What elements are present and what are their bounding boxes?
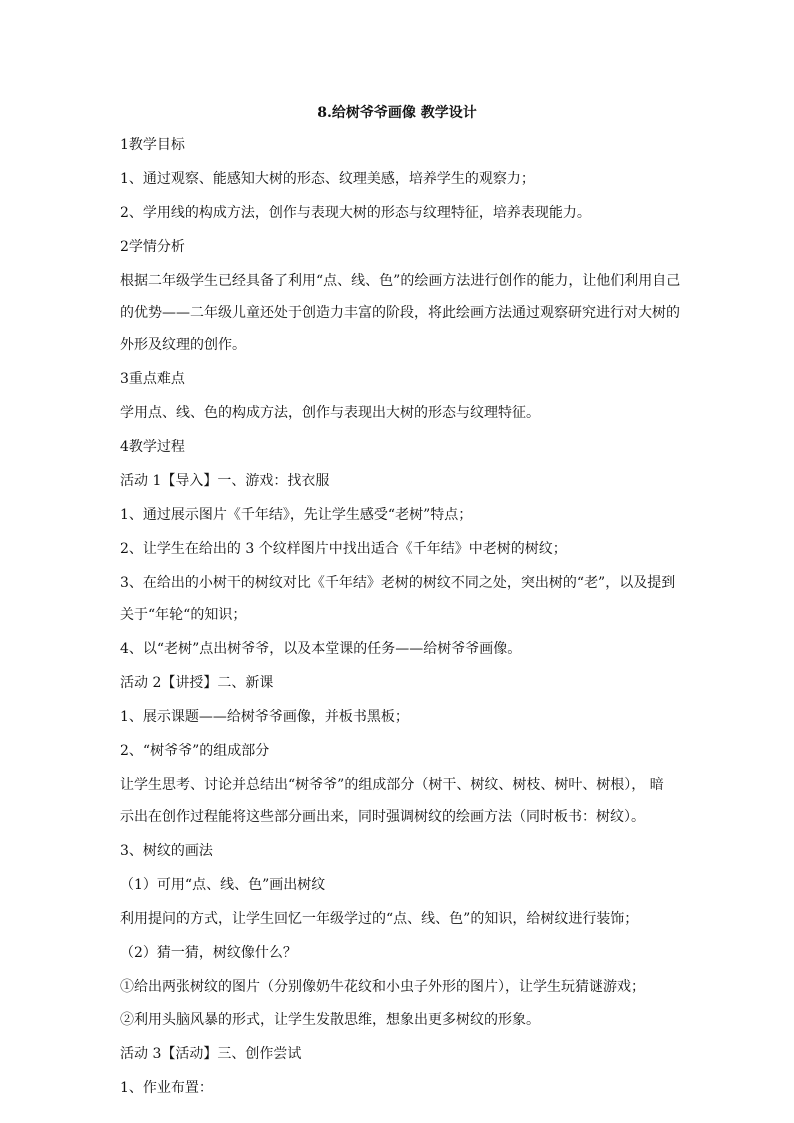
goal-1: 1、通过观察、能感知大树的形态、纹理美感，培养学生的观察力； bbox=[120, 171, 535, 187]
heading-key-points: 3重点难点 bbox=[120, 371, 185, 387]
key-points-text: 学用点、线、色的构成方法，创作与表现出大树的形态与纹理特征。 bbox=[120, 405, 540, 421]
analysis-text-line-2: 的优势——二年级儿童还处于创造力丰富的阶段，将此绘画方法通过观察研究进行对大树的 bbox=[120, 305, 680, 321]
activity-2-step-2: 2、“树爷爷”的组成部分 bbox=[120, 743, 270, 759]
activity-1-step-2: 2、让学生在给出的 3 个纹样图片中找出适合《千年结》中老树的树纹； bbox=[120, 541, 567, 557]
document-title: 8.给树爷爷画像 教学设计 bbox=[317, 105, 477, 121]
activity-1-step-3-line-2: 关于“年轮“的知识； bbox=[120, 607, 247, 623]
activity-2-sub-1-text: 利用提问的方式，让学生回忆一年级学过的“点、线、色”的知识，给树纹进行装饰； bbox=[120, 911, 639, 927]
activity-3-step-1: 1、作业布置： bbox=[120, 1080, 213, 1096]
document-body bbox=[120, 135, 680, 1112]
activity-2-sub-2-item-1: ①给出两张树纹的图片（分别像奶牛花纹和小虫子外形的图片），让学生玩猜谜游戏； bbox=[120, 979, 645, 995]
activity-1-step-4: 4、以“老树”点出树爷爷，以及本堂课的任务——给树爷爷画像。 bbox=[120, 641, 522, 657]
activity-3-title: 活动 3【活动】三、创作尝试 bbox=[120, 1046, 302, 1062]
activity-2-title: 活动 2【讲授】二、新课 bbox=[120, 675, 274, 691]
goal-2: 2、学用线的构成方法，创作与表现大树的形态与纹理特征，培养表现能力。 bbox=[120, 205, 591, 221]
activity-2-sub-2-item-2: ②利用头脑风暴的形式，让学生发散思维，想象出更多树纹的形象。 bbox=[120, 1012, 540, 1028]
heading-student-analysis: 2学情分析 bbox=[120, 239, 185, 255]
activity-2-text-line-1: 让学生思考、讨论并总结出“树爷爷”的组成部分（树干、树纹、树枝、树叶、树根）， 暗 bbox=[120, 777, 664, 793]
activity-2-step-3: 3、树纹的画法 bbox=[120, 843, 213, 859]
activity-2-step-1: 1、展示课题——给树爷爷画像，并板书黑板； bbox=[120, 709, 409, 725]
activity-2-text-line-2: 示出在创作过程能将这些部分画出来，同时强调树纹的绘画方法（同时板书：树纹）。 bbox=[120, 809, 645, 825]
analysis-text-line-1: 根据二年级学生已经具备了利用“点、线、色”的绘画方法进行创作的能力，让他们利用自己 bbox=[120, 273, 680, 289]
activity-1-title: 活动 1【导入】一、游戏：找衣服 bbox=[120, 473, 330, 489]
activity-2-sub-1: （1）可用“点、线、色”画出树纹 bbox=[120, 877, 326, 893]
activity-2-sub-2: （2）猜一猜，树纹像什么？ bbox=[120, 945, 297, 961]
analysis-text-line-3: 外形及纹理的创作。 bbox=[120, 337, 246, 353]
activity-1-step-1: 1、通过展示图片《千年结》，先让学生感受“老树”特点； bbox=[120, 507, 473, 523]
heading-teaching-goals: 1教学目标 bbox=[120, 137, 185, 153]
activity-1-step-3-line-1: 3、在给出的小树干的树纹对比《千年结》老树的树纹不同之处，突出树的“老”，以及提到 bbox=[120, 575, 676, 591]
heading-teaching-process: 4教学过程 bbox=[120, 439, 185, 455]
